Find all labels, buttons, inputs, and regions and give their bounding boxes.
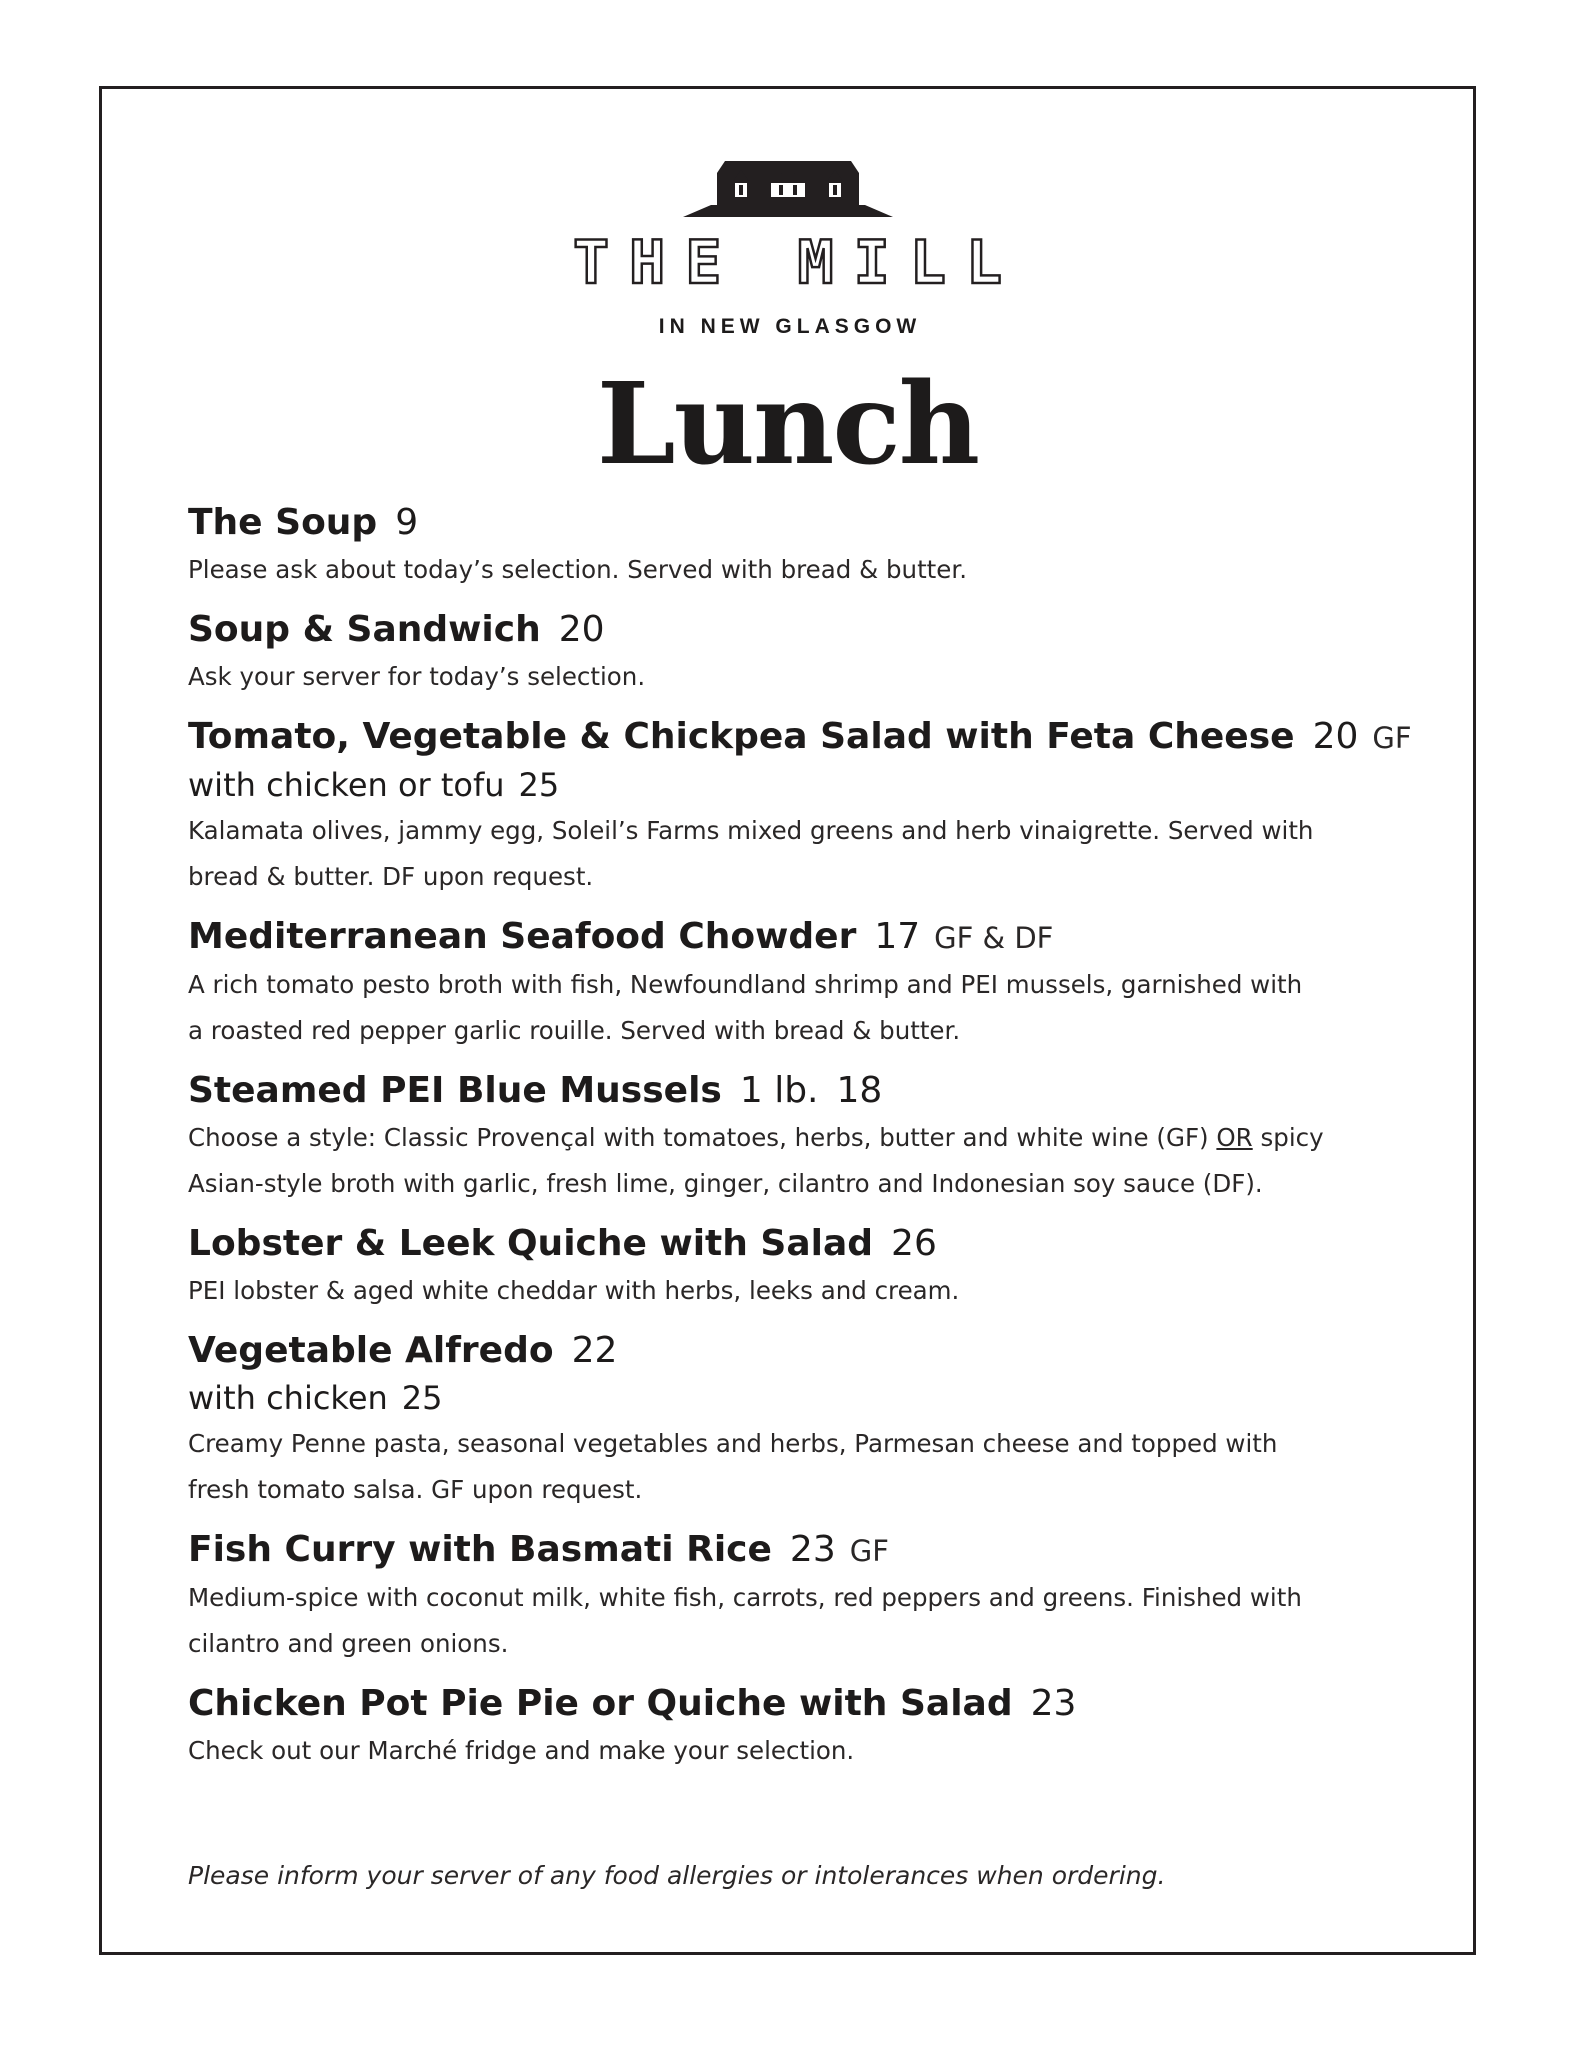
item-description-line-1 [188,1115,1428,1161]
mill-house-icon [683,161,893,219]
item-description-line-2: Asian-style broth with garlic, fresh lime, ginger, cilantro and Indonesian soy sauce (DF). [188,1169,1263,1198]
item-description-line-2: bread & butter. DF upon request. [188,862,594,891]
menu-item-the-soup [188,499,1428,593]
item-name: Lobster & Leek Quiche with Salad [188,1223,874,1264]
menu-item-seafood-chowder [188,913,1428,1054]
item-price: 23 [789,1529,836,1570]
menu-item-lobster-quiche [188,1220,1428,1314]
description-text: Choose a style: Classic Provençal with tomatoes, herbs, butter and white wine (GF) [188,1123,1209,1152]
item-price: 9 [395,502,419,543]
menu-frame [99,86,1476,1955]
menu-item-chickpea-salad [188,713,1428,900]
menu-item-blue-mussels [188,1067,1428,1207]
item-name: Mediterranean Seafood Chowder [188,916,857,957]
menu-item-pot-pie-quiche [188,1680,1428,1774]
diet-tag: GF & DF [934,921,1054,955]
allergy-note: Please inform your server of any food allergies or intolerances when ordering. [188,1861,1166,1890]
item-name: Vegetable Alfredo [188,1330,554,1371]
item-description: PEI lobster & aged white cheddar with herbs, leeks and cream. [188,1276,960,1305]
item-name: Steamed PEI Blue Mussels [188,1070,722,1111]
menu-item-vegetable-alfredo [188,1327,1428,1513]
menu-items [188,499,1428,1787]
item-description-line-1: Creamy Penne pasta, seasonal vegetables and herbs, Parmesan cheese and topped with [188,1429,1278,1458]
item-description-line-2: fresh tomato salsa. GF upon request. [188,1475,643,1504]
item-description: Ask your server for today’s selection. [188,662,646,691]
item-price: 18 [836,1070,883,1111]
item-description: Check out our Marché fridge and make your selection. [188,1736,855,1765]
page-title: Lunch [596,359,979,490]
menu-item-soup-sandwich [188,606,1428,700]
item-description-line-1: A rich tomato pesto broth with fish, Newfoundland shrimp and PEI mussels, garnished with [188,970,1303,999]
item-name: Tomato, Vegetable & Chickpea Salad with Feta Cheese [188,716,1295,757]
or-emphasis: OR [1216,1123,1253,1152]
item-price: 20 [1312,716,1359,757]
logo [102,161,1473,339]
item-price: 26 [891,1223,937,1264]
item-price: 23 [1030,1683,1077,1724]
item-description-line-2: cilantro and green onions. [188,1629,509,1658]
item-option: with chicken [188,1379,388,1417]
item-description-line-1: Kalamata olives, jammy egg, Soleil’s Farms mixed greens and herb vinaigrette. Served with [188,816,1314,845]
item-name: The Soup [188,502,378,543]
option-price: 25 [401,1379,443,1417]
item-name: Chicken Pot Pie Pie or Quiche with Salad [188,1683,1013,1724]
item-description: Please ask about today’s selection. Served with bread & butter. [188,555,967,584]
item-description-line-2: a roasted red pepper garlic rouille. Served with bread & butter. [188,1016,961,1045]
item-name: Soup & Sandwich [188,609,541,650]
item-price: 22 [571,1330,618,1371]
item-size: 1 lb. [739,1070,819,1111]
item-name: Fish Curry with Basmati Rice [188,1529,772,1570]
item-price: 20 [558,609,605,650]
brand-location: IN NEW GLASGOW [658,315,922,338]
diet-tag: GF [1372,721,1412,755]
description-text: spicy [1260,1123,1324,1152]
diet-tag: GF [849,1534,889,1568]
option-price: 25 [518,766,560,804]
item-option: with chicken or tofu [188,766,505,804]
item-price: 17 [874,916,921,957]
menu-item-fish-curry [188,1526,1428,1667]
brand-wordmark: THE MILL [573,228,1022,298]
item-description-line-1: Medium-spice with coconut milk, white fish, carrots, red peppers and greens. Finished with [188,1583,1302,1612]
